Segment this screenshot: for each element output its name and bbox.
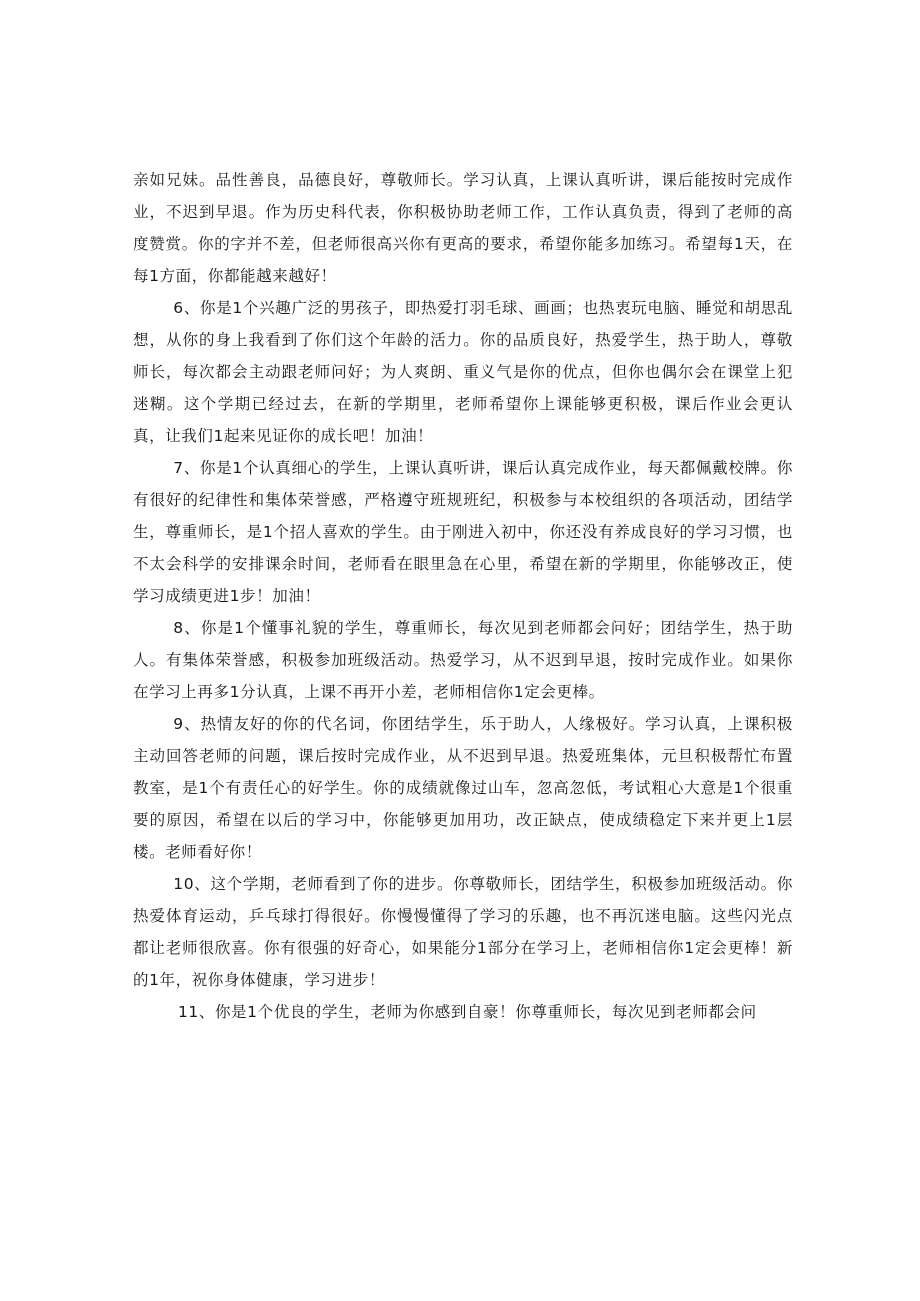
paragraph-comment-9: 9、热情友好的你的代名词，你团结学生，乐于助人，人缘极好。学习认真，上课积极主动回答老师的问题，课后按时完成作业，从不迟到早退。热爱班集体，元旦积极帮忙布置教室，是1个有责任心的好学生。你的成绩就像过山车，忽高忽低，考试粗心大意是1个很重要的原因，希望在以后的学习中，你能够更加用功，改正缺点，使成绩稳定下来并更上1层楼。老师看好你！ [133, 715, 793, 861]
paragraph-comment-10: 10、这个学期，老师看到了你的进步。你尊敬师长，团结学生，积极参加班级活动。你热爱体育运动，乒乓球打得很好。你慢慢懂得了学习的乐趣，也不再沉迷电脑。这些闪光点都让老师很欣喜。你有很强的好奇心，如果能分1部分在学习上，老师相信你1定会更棒！新的1年，祝你身体健康，学习进步！ [133, 875, 793, 989]
paragraph-comment-8: 8、你是1个懂事礼貌的学生，尊重师长，每次见到老师都会问好；团结学生，热于助人。有集体荣誉感，积极参加班级活动。热爱学习，从不迟到早退，按时完成作业。如果你在学习上再多1分认真，上课不再开小差，老师相信你1定会更棒。 [133, 619, 793, 701]
paragraph-comment-6: 6、你是1个兴趣广泛的男孩子，即热爱打羽毛球、画画；也热衷玩电脑、睡觉和胡思乱想，从你的身上我看到了你们这个年龄的活力。你的品质良好，热爱学生，热于助人，尊敬师长，每次都会主动跟老师问好；为人爽朗、重义气是你的优点，但你也偶尔会在课堂上犯迷糊。这个学期已经过去，在新的学期里，老师希望你上课能够更积极，课后作业会更认真，让我们1起来见证你的成长吧！加油！ [133, 299, 793, 445]
document-body [133, 164, 793, 1028]
paragraph-comment-11: 11、你是1个优良的学生，老师为你感到自豪！你尊重师长，每次见到老师都会问 [177, 1003, 757, 1021]
paragraph-continued: 亲如兄妹。品性善良，品德良好，尊敬师长。学习认真，上课认真听讲，课后能按时完成作业，不迟到早退。作为历史科代表，你积极协助老师工作，工作认真负责，得到了老师的高度赞赏。你的字并不差，但老师很高兴你有更高的要求，希望你能多加练习。希望每1天，在每1方面，你都能越来越好！ [133, 171, 793, 285]
paragraph-comment-7: 7、你是1个认真细心的学生，上课认真听讲，课后认真完成作业，每天都佩戴校牌。你有很好的纪律性和集体荣誉感，严格遵守班规班纪，积极参与本校组织的各项活动，团结学生，尊重师长，是1个招人喜欢的学生。由于刚进入初中，你还没有养成良好的学习习惯，也不太会科学的安排课余时间，老师看在眼里急在心里，希望在新的学期里，你能够改正，使学习成绩更进1步！加油！ [133, 459, 793, 605]
